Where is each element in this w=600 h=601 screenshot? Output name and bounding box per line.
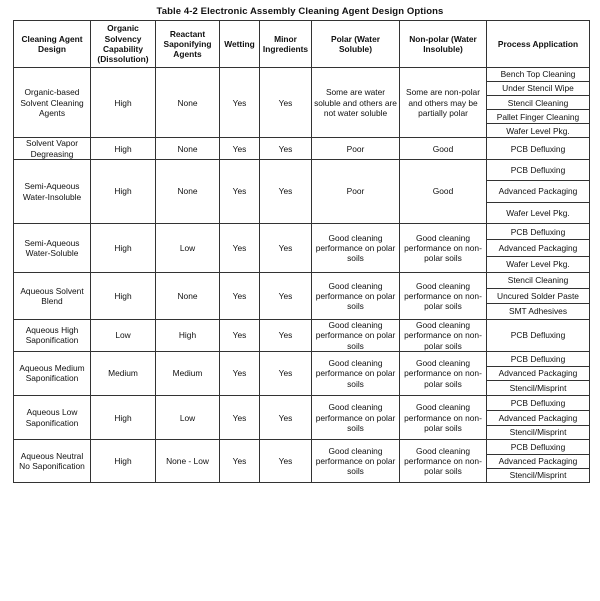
solvency-cell: High	[91, 440, 156, 483]
agent-design-cell: Organic-based Solvent Cleaning Agents	[14, 68, 91, 138]
nonpolar-cell: Good cleaning performance on non-polar soils	[400, 223, 487, 272]
process-application-cell: Stencil Cleaning	[487, 273, 590, 289]
agent-design-cell: Semi-Aqueous Water-Soluble	[14, 223, 91, 272]
saponifying-cell: None	[156, 138, 220, 160]
table-row	[14, 440, 590, 454]
solvency-cell: High	[91, 68, 156, 138]
saponifying-cell: Low	[156, 396, 220, 440]
polar-cell: Good cleaning performance on polar soils	[312, 273, 400, 320]
nonpolar-cell: Some are non-polar and others may be partially polar	[400, 68, 487, 138]
process-application-cell: Bench Top Cleaning	[487, 68, 590, 82]
nonpolar-cell: Good cleaning performance on non-polar soils	[400, 273, 487, 320]
wetting-cell: Yes	[220, 319, 260, 351]
cleaning-agent-table	[13, 20, 590, 483]
header-cell: Process Application	[487, 21, 590, 68]
solvency-cell: High	[91, 396, 156, 440]
table-row	[14, 396, 590, 411]
wetting-cell: Yes	[220, 351, 260, 395]
table-row	[14, 319, 590, 351]
process-application-cell: Advanced Packaging	[487, 181, 590, 202]
header-cell: Wetting	[220, 21, 260, 68]
minor-cell: Yes	[260, 351, 312, 395]
polar-cell: Some are water soluble and others are not water soluble	[312, 68, 400, 138]
process-application-cell: PCB Defluxing	[487, 351, 590, 366]
process-application-cell: Advanced Packaging	[487, 454, 590, 468]
saponifying-cell: None	[156, 68, 220, 138]
minor-cell: Yes	[260, 160, 312, 224]
header-cell: Organic Solvency Capability (Dissolution)	[91, 21, 156, 68]
wetting-cell: Yes	[220, 440, 260, 483]
process-application-cell: Under Stencil Wipe	[487, 82, 590, 96]
wetting-cell: Yes	[220, 138, 260, 160]
polar-cell: Good cleaning performance on polar soils	[312, 440, 400, 483]
process-application-cell: PCB Defluxing	[487, 440, 590, 454]
polar-cell: Good cleaning performance on polar soils	[312, 351, 400, 395]
solvency-cell: Medium	[91, 351, 156, 395]
header-cell: Polar (Water Soluble)	[312, 21, 400, 68]
process-application-cell: Pallet Finger Cleaning	[487, 110, 590, 124]
saponifying-cell: Low	[156, 223, 220, 272]
process-application-cell: Wafer Level Pkg.	[487, 256, 590, 272]
process-application-cell: PCB Defluxing	[487, 396, 590, 411]
table-title: Table 4-2 Electronic Assembly Cleaning Agent Design Options	[156, 6, 444, 17]
process-application-cell: Stencil/Misprint	[487, 425, 590, 440]
minor-cell: Yes	[260, 396, 312, 440]
polar-cell: Poor	[312, 160, 400, 224]
wetting-cell: Yes	[220, 396, 260, 440]
minor-cell: Yes	[260, 223, 312, 272]
agent-design-cell: Aqueous High Saponification	[14, 319, 91, 351]
process-application-cell: PCB Defluxing	[487, 319, 590, 351]
process-application-cell: Stencil Cleaning	[487, 96, 590, 110]
nonpolar-cell: Good	[400, 160, 487, 224]
minor-cell: Yes	[260, 319, 312, 351]
solvency-cell: High	[91, 138, 156, 160]
table-row	[14, 351, 590, 366]
wetting-cell: Yes	[220, 273, 260, 320]
header-cell: Non-polar (Water Insoluble)	[400, 21, 487, 68]
header-row	[14, 21, 590, 68]
nonpolar-cell: Good cleaning performance on non-polar soils	[400, 319, 487, 351]
process-application-cell: Wafer Level Pkg.	[487, 124, 590, 138]
polar-cell: Good cleaning performance on polar soils	[312, 319, 400, 351]
table-row	[14, 138, 590, 160]
table-row	[14, 160, 590, 181]
table-row	[14, 273, 590, 289]
minor-cell: Yes	[260, 273, 312, 320]
process-application-cell: PCB Defluxing	[487, 138, 590, 160]
polar-cell: Good cleaning performance on polar soils	[312, 396, 400, 440]
process-application-cell: PCB Defluxing	[487, 160, 590, 181]
process-application-cell: Stencil/Misprint	[487, 381, 590, 396]
table-body	[14, 68, 590, 483]
nonpolar-cell: Good cleaning performance on non-polar soils	[400, 396, 487, 440]
process-application-cell: Advanced Packaging	[487, 240, 590, 256]
process-application-cell: Stencil/Misprint	[487, 468, 590, 482]
minor-cell: Yes	[260, 68, 312, 138]
wetting-cell: Yes	[220, 223, 260, 272]
process-application-cell: Uncured Solder Paste	[487, 288, 590, 304]
nonpolar-cell: Good cleaning performance on non-polar soils	[400, 351, 487, 395]
table-row	[14, 68, 590, 82]
saponifying-cell: None	[156, 160, 220, 224]
process-application-cell: Advanced Packaging	[487, 366, 590, 381]
polar-cell: Poor	[312, 138, 400, 160]
nonpolar-cell: Good cleaning performance on non-polar soils	[400, 440, 487, 483]
agent-design-cell: Aqueous Medium Saponification	[14, 351, 91, 395]
header-cell: Minor Ingredients	[260, 21, 312, 68]
agent-design-cell: Aqueous Solvent Blend	[14, 273, 91, 320]
wetting-cell: Yes	[220, 68, 260, 138]
solvency-cell: High	[91, 160, 156, 224]
wetting-cell: Yes	[220, 160, 260, 224]
polar-cell: Good cleaning performance on polar soils	[312, 223, 400, 272]
process-application-cell: Wafer Level Pkg.	[487, 202, 590, 223]
process-application-cell: PCB Defluxing	[487, 223, 590, 239]
saponifying-cell: None - Low	[156, 440, 220, 483]
solvency-cell: High	[91, 223, 156, 272]
saponifying-cell: None	[156, 273, 220, 320]
nonpolar-cell: Good	[400, 138, 487, 160]
minor-cell: Yes	[260, 440, 312, 483]
solvency-cell: High	[91, 273, 156, 320]
agent-design-cell: Aqueous Neutral No Saponification	[14, 440, 91, 483]
agent-design-cell: Aqueous Low Saponification	[14, 396, 91, 440]
header-cell: Cleaning Agent Design	[14, 21, 91, 68]
saponifying-cell: Medium	[156, 351, 220, 395]
saponifying-cell: High	[156, 319, 220, 351]
process-application-cell: SMT Adhesives	[487, 304, 590, 320]
table-row	[14, 223, 590, 239]
agent-design-cell: Solvent Vapor Degreasing	[14, 138, 91, 160]
solvency-cell: Low	[91, 319, 156, 351]
minor-cell: Yes	[260, 138, 312, 160]
process-application-cell: Advanced Packaging	[487, 410, 590, 425]
agent-design-cell: Semi-Aqueous Water-Insoluble	[14, 160, 91, 224]
header-cell: Reactant Saponifying Agents	[156, 21, 220, 68]
